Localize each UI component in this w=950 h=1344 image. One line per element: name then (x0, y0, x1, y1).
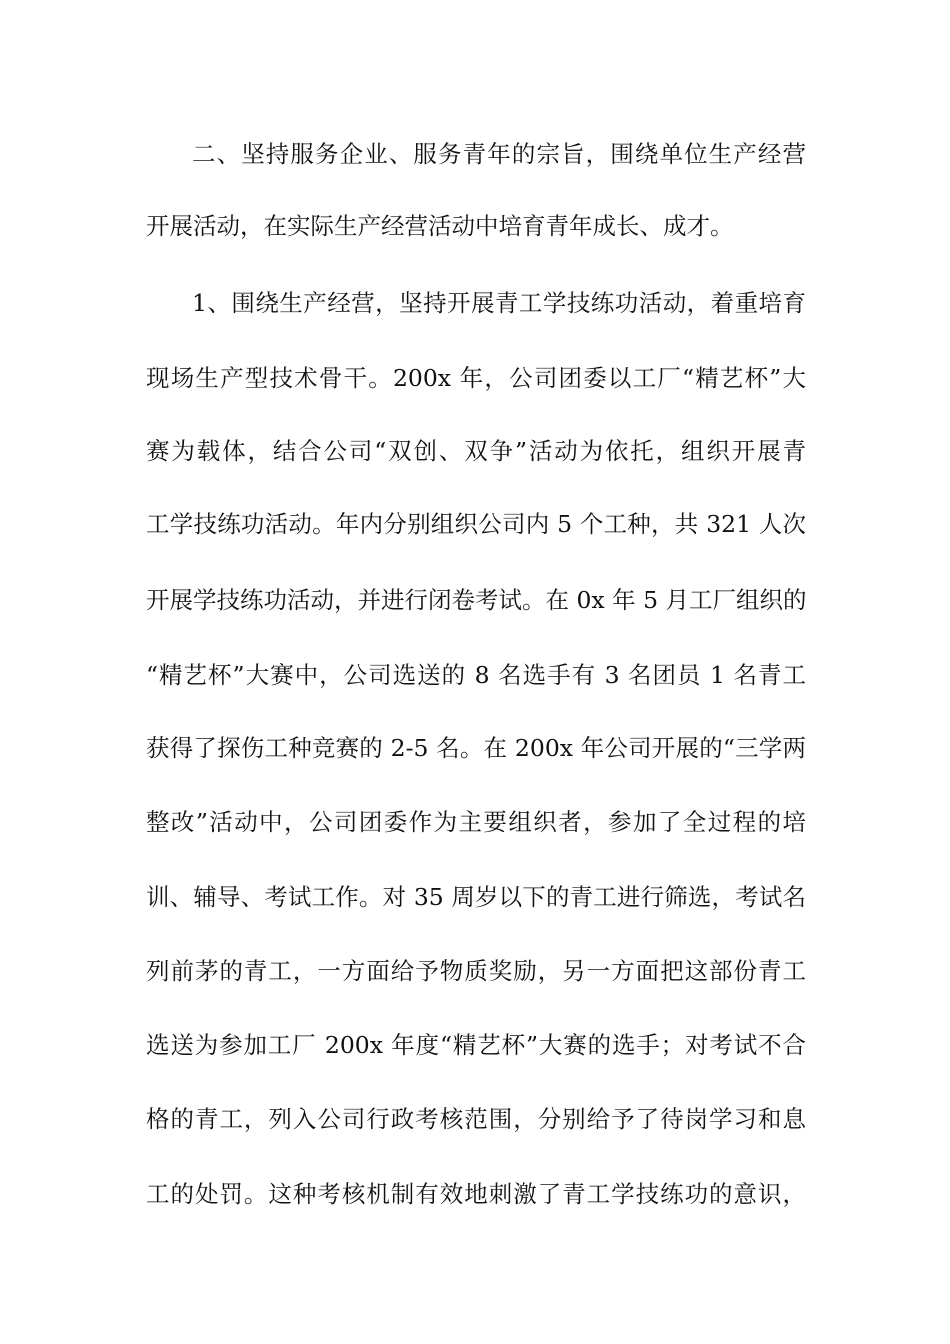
paragraph-line-11: 选送为参加工厂 200x 年度“精艺杯”大赛的选手；对考试不合 (146, 1031, 806, 1059)
paragraph-line-7: 获得了探伤工种竞赛的 2-5 名。在 200x 年公司开展的“三学两 (146, 734, 807, 762)
paragraph-line-2: 现场生产型技术骨干。200x 年，公司团委以工厂“精艺杯”大 (146, 364, 806, 392)
paragraph-line-6: “精艺杯”大赛中，公司选送的 8 名选手有 3 名团员 1 名青工 (146, 661, 806, 689)
paragraph-line-12: 格的青工，列入公司行政考核范围，分别给予了待岗学习和息 (146, 1105, 806, 1133)
paragraph-line-13: 工的处罚。这种考核机制有效地刺激了青工学技练功的意识， (146, 1180, 806, 1208)
paragraph-line-1: 1、围绕生产经营，坚持开展青工学技练功活动，着重培育 (192, 289, 806, 317)
paragraph-line-10: 列前茅的青工，一方面给予物质奖励，另一方面把这部份青工 (146, 957, 806, 985)
paragraph-line-4: 工学技练功活动。年内分别组织公司内 5 个工种，共 321 人次 (146, 510, 806, 538)
paragraph-line-5: 开展学技练功活动，并进行闭卷考试。在 0x 年 5 月工厂组织的 (146, 586, 807, 614)
heading-line-2: 开展活动，在实际生产经营活动中培育青年成长、成才。 (146, 212, 734, 240)
paragraph-line-3: 赛为载体，结合公司“双创、双争”活动为依托，组织开展青 (146, 437, 806, 465)
paragraph-line-8: 整改”活动中，公司团委作为主要组织者，参加了全过程的培 (146, 808, 806, 836)
heading-line-1: 二、坚持服务企业、服务青年的宗旨，围绕单位生产经营 (192, 140, 806, 168)
paragraph-line-9: 训、辅导、考试工作。对 35 周岁以下的青工进行筛选，考试名 (146, 883, 806, 911)
